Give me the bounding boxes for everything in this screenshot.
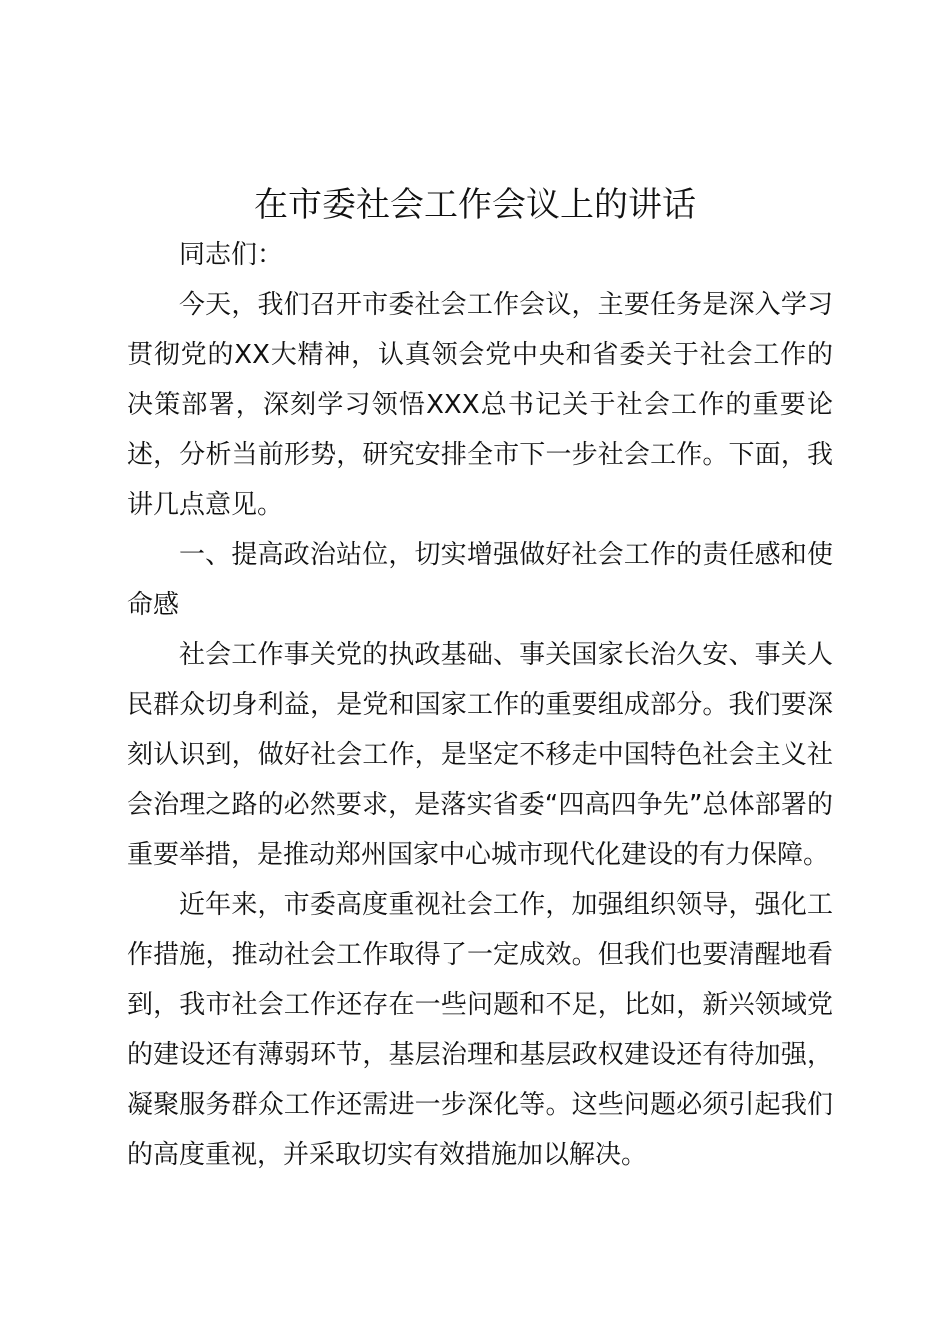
document-body bbox=[127, 230, 833, 1180]
paragraph-importance: 社会工作事关党的执政基础、事关国家长治久安、事关人民群众切身利益，是党和国家工作的重要组成部分。我们要深刻认识到，做好社会工作，是坚定不移走中国特色社会主义社会治理之路的必然要求，是落实省委“四高四争先”总体部署的重要举措，是推动郑州国家中心城市现代化建设的有力保障。 bbox=[127, 640, 833, 870]
paragraph-intro: 今天，我们召开市委社会工作会议，主要任务是深入学习贯彻党的XX大精神，认真领会党中央和省委关于社会工作的决策部署，深刻学习领悟XXX总书记关于社会工作的重要论述，分析当前形势，研究安排全市下一步社会工作。下面，我讲几点意见。 bbox=[127, 290, 833, 520]
section-heading-1: 一、提高政治站位，切实增强做好社会工作的责任感和使命感 bbox=[127, 540, 833, 620]
greeting: 同志们： bbox=[179, 240, 284, 270]
document-title: 在市委社会工作会议上的讲话 bbox=[254, 185, 696, 225]
paragraph-problems: 近年来，市委高度重视社会工作，加强组织领导，强化工作措施，推动社会工作取得了一定成效。但我们也要清醒地看到，我市社会工作还存在一些问题和不足，比如，新兴领域党的建设还有薄弱环节，基层治理和基层政权建设还有待加强，凝聚服务群众工作还需进一步深化等。这些问题必须引起我们的高度重视，并采取切实有效措施加以解决。 bbox=[127, 890, 833, 1170]
